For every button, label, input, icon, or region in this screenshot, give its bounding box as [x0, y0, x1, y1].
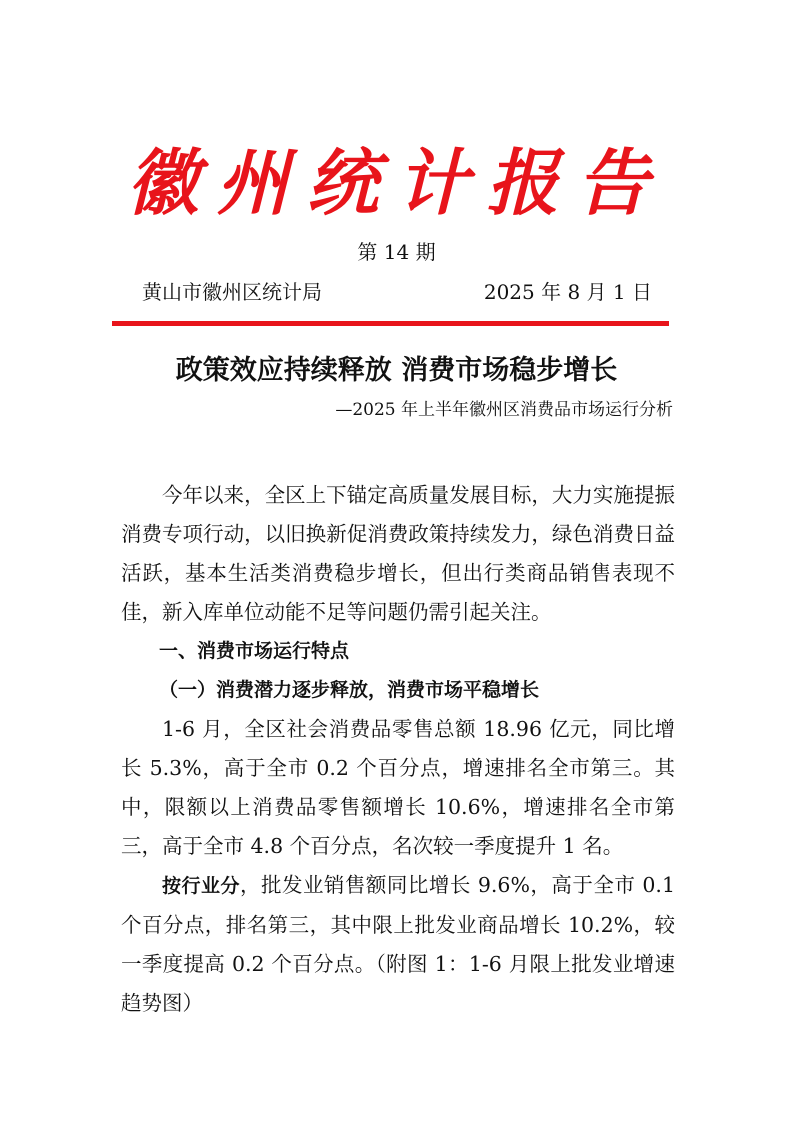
- subsection-heading: （一）消费潜力逐步释放，消费市场平稳增长: [159, 679, 540, 701]
- article-subtitle: —2025 年上半年徽州区消费品市场运行分析: [335, 400, 673, 420]
- masthead-title: 徽州统计报告: [126, 141, 667, 225]
- publish-date: 2025 年 8 月 1 日: [483, 280, 652, 304]
- red-divider-rule: [112, 321, 669, 326]
- paragraph-retail-sales: 1-6 月，全区社会消费品零售总额 18.96 亿元，同比增长 5.3%，高于全市 0.2 个百分点，增速排名全市第三。其中，限额以上消费品零售额增长 10.6%，增速排名全市第三，高于全市 4.8 个百分点，名次较一季度提升 1 名。: [121, 717, 675, 858]
- intro-paragraph: 今年以来，全区上下锚定高质量发展目标，大力实施提振消费专项行动，以旧换新促消费政策持续发力，绿色消费日益活跃，基本生活类消费稳步增长，但出行类商品销售表现不佳，新入库单位动能不足等问题仍需引起关注。: [121, 483, 675, 624]
- article-title: 政策效应持续释放 消费市场稳步增长: [175, 355, 618, 386]
- paragraph-body-text: ，批发业销售额同比增长 9.6%，高于全市 0.1 个百分点，排名第三，其中限上批发业商品增长 10.2%，较一季度提高 0.2 个百分点。（附图 1：1-6 月限上批发业增速趋势图）: [121, 873, 675, 1015]
- paragraph-by-industry: [121, 866, 675, 1023]
- article-body: [121, 476, 675, 1023]
- issue-number: 第 14 期: [357, 240, 436, 264]
- publisher-name: 黄山市徽州区统计局: [142, 280, 322, 304]
- section-heading: 一、消费市场运行特点: [159, 640, 350, 662]
- paragraph-lead-text: 按行业分: [162, 875, 240, 897]
